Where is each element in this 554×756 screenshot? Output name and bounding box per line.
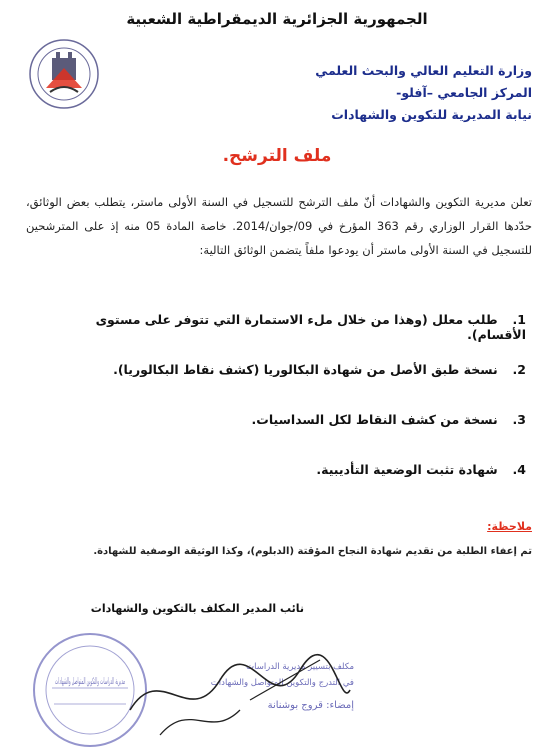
- signatory-title: نائب المدير المكلف بالتكوين والشهادات: [90, 602, 304, 615]
- institution-header: [152, 60, 532, 126]
- directorate-name: نيابة المديرية للتكوين والشهادات: [331, 107, 532, 122]
- stamp-round-text: مديرية الدراسات والتكوين المتواصل والشهادات: [55, 677, 126, 687]
- requirement-item: [36, 462, 526, 477]
- stamp-line: مكلف بتسيير مديرية الدراسات: [246, 662, 354, 672]
- requirement-number: 3.: [512, 412, 526, 427]
- document-title: ملف الترشح.: [222, 146, 332, 166]
- requirement-item: [36, 312, 526, 342]
- stamp-line: إمضاء: قروج بوشنانة: [267, 700, 354, 711]
- handwritten-signature-icon: [100, 640, 360, 750]
- requirement-text: شهادة تثبت الوضعية التأديبية.: [316, 462, 498, 477]
- requirement-number: 1.: [512, 312, 526, 327]
- note-title: ملاحظة:: [487, 520, 532, 533]
- note-text: تم إعفاء الطلبة من تقديم شهادة النجاح المؤقتة (الدبلوم)، وكذا الوثيقة الوصفية للشهادة.: [93, 546, 532, 557]
- stamp-line: في التدرج والتكوين المتواصل والشهادات: [210, 678, 354, 688]
- ministry-name: وزارة التعليم العالي والبحث العلمي: [315, 63, 532, 78]
- intro-paragraph: تعلن مديرية التكوين والشهادات أنّ ملف الترشح للتسجيل في السنة الأولى ماستر، يتطلب بعض الوثائق، حدّدها القرار الوزاري رقم 363 المؤرخ في 09/جوان/2014. خاصة المادة 05 منه إذ على المترشحين للتسجيل في السنة الأولى ماستر أن يودعوا ملفاً يتضمن الوثائق التالية:: [26, 195, 532, 257]
- requirement-text: نسخة من كشف النقاط لكل السداسيات.: [251, 412, 498, 427]
- republic-heading: الجمهورية الجزائرية الديمقراطية الشعبية: [126, 10, 428, 28]
- requirement-item: [36, 362, 526, 377]
- center-name: المركز الجامعي –آفلو-: [396, 85, 532, 100]
- requirement-item: [36, 412, 526, 427]
- university-emblem-icon: [28, 38, 100, 110]
- requirement-number: 2.: [512, 362, 526, 377]
- requirement-text: نسخة طبق الأصل من شهادة البكالوريا (كشف نقاط البكالوريا).: [113, 362, 498, 377]
- requirement-text: طلب معلل (وهذا من خلال ملء الاستمارة التي تتوفر على مستوى الأقسام).: [95, 312, 526, 342]
- requirement-number: 4.: [512, 462, 526, 477]
